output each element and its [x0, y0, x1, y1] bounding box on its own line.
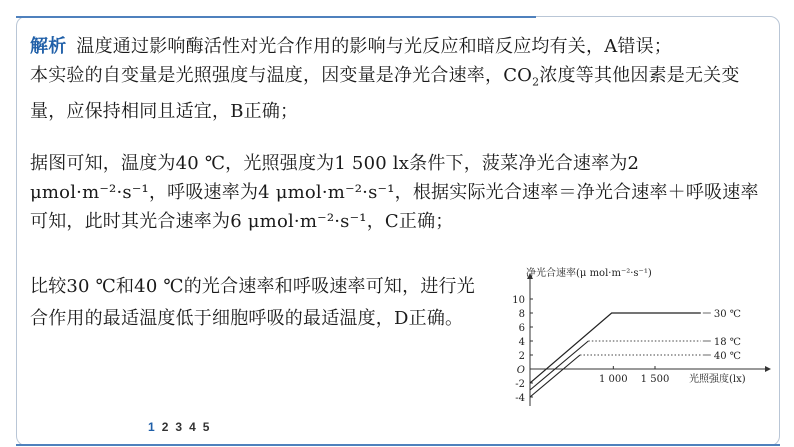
page-link-4[interactable]: 4 [189, 420, 196, 434]
conclusion-paragraph: 比较30 ℃和40 ℃的光合速率和呼吸速率可知，进行光合作用的最适温度低于细胞呼吸的最适温度，D正确。 [30, 276, 475, 329]
y-tick-label: 8 [518, 309, 525, 320]
y-tick-label: 4 [518, 337, 525, 348]
x-axis-label: 光照强度(lx) [689, 374, 746, 385]
y-tick-label: 2 [518, 351, 525, 362]
x-tick-label: 1 000 [599, 374, 628, 385]
page-link-3[interactable]: 3 [175, 420, 183, 434]
rate-chart [490, 262, 780, 412]
bottom-accent-bar [16, 444, 780, 446]
page-link-2[interactable]: 2 [161, 420, 169, 434]
series-line-0 [530, 313, 701, 383]
page-link-1[interactable]: 1 [148, 420, 155, 434]
top-accent-bar [16, 16, 536, 18]
series-label-0: 30 ℃ [713, 309, 741, 320]
pagination [148, 420, 216, 434]
y-tick-label: 10 [512, 295, 525, 306]
explanation-line-2b: 浓度等其他因素是无关变量，应保持相同且适宜，B正确； [30, 65, 740, 122]
co2-subscript: 2 [532, 75, 540, 89]
analysis-paragraph: 据图可知，温度为40 ℃，光照强度为1 500 lx条件下，菠菜净光合速率为2 μmol·m⁻²·s⁻¹，呼吸速率为4 μmol·m⁻²·s⁻¹，根据实际光合速率＝净光合速率＋呼吸速率可知，此时其光合速率为6 μmol·m⁻²·s⁻¹，C正确； [30, 153, 759, 232]
explanation-line-1: 温度通过影响酶活性对光合作用的影响与光反应和暗反应均有关，A错误； [76, 36, 673, 57]
y-tick-label: -2 [515, 379, 525, 390]
y-axis-label: 净光合速率(μ mol·m⁻²·s⁻¹) [526, 268, 652, 279]
y-tick-label: -4 [515, 393, 525, 404]
explanation-label: 解析 [30, 36, 67, 57]
x-tick-label: 1 500 [640, 374, 670, 385]
y-tick-label: 6 [518, 323, 525, 334]
series-label-2: 40 ℃ [713, 351, 741, 362]
series-line-1 [530, 341, 588, 390]
page-link-5[interactable]: 5 [202, 420, 210, 434]
y-tick-label: O [516, 365, 525, 376]
series-label-1: 18 ℃ [713, 337, 741, 348]
explanation-paragraph [30, 32, 775, 126]
explanation-line-2a: 本实验的自变量是光照强度与温度，因变量是净光合速率，CO [30, 65, 533, 86]
